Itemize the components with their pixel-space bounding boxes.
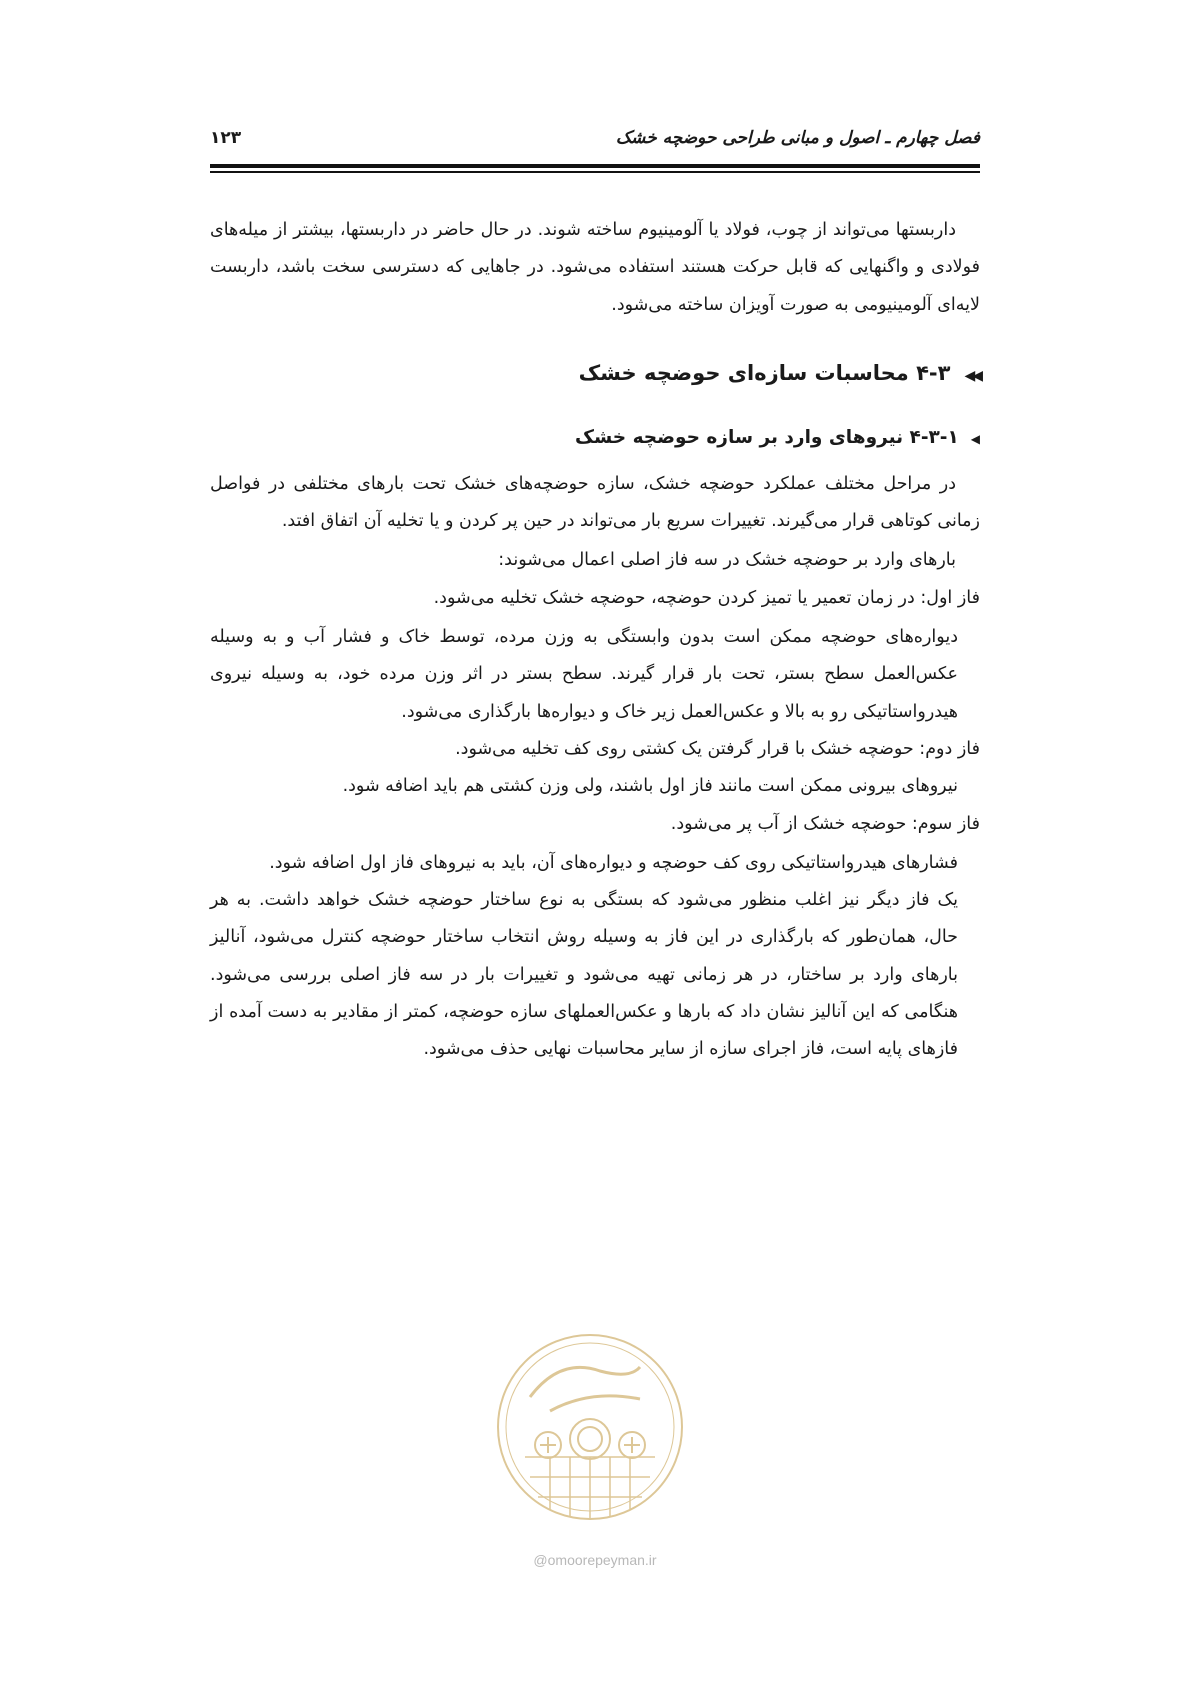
- watermark-url: [495, 1552, 695, 1568]
- section-heading-text: ۴-۳ محاسبات سازه‌ای حوضچه خشک: [578, 360, 951, 385]
- phase-1-detail: دیواره‌های حوضچه ممکن است بدون وابستگی به وزن مرده، توسط خاک و فشار آب و به وسیله عکس‌العمل سطح بستر، تحت بار قرار گیرند. سطح بستر در اثر وزن مرده خود، به وسیله نیروی هیدرواستاتیکی رو به بالا و عکس‌العمل زیر خاک و دیواره‌ها بارگذاری می‌شود.: [210, 627, 958, 722]
- header-rule-thin: [210, 171, 980, 173]
- header-rule-thick: [210, 164, 980, 168]
- main-content: [210, 212, 980, 1069]
- subsection-heading: [210, 423, 980, 454]
- paragraph-loads-intro: در مراحل مختلف عملکرد حوضچه خشک، سازه حوضچه‌های خشک تحت بارهای مختلفی در فواصل زمانی کوتاهی قرار می‌گیرند. تغییرات سریع بار می‌تواند در حین پر کردن و یا تخلیه آن اتفاق افتد.: [210, 473, 980, 532]
- intro-paragraph: داربستها می‌تواند از چوب، فولاد یا آلومینیوم ساخته شوند. در حال حاضر در داربستها، بیشتر از میله‌های فولادی و واگنهایی که قابل حرکت هستند استفاده می‌شود. در جاهایی که دسترسی سخت باشد، داربست لایه‌ای آلومینیومی به صورت آویزان ساخته می‌شود.: [210, 220, 980, 315]
- phase-2-detail: نیروهای بیرونی ممکن است مانند فاز اول باشند، ولی وزن کشتی هم باید اضافه شود.: [342, 776, 958, 797]
- phase-3-detail: فشارهای هیدرواستاتیکی روی کف حوضچه و دیواره‌های آن، باید به نیروهای فاز اول اضافه شود.: [269, 852, 958, 873]
- chapter-title: فصل چهارم ـ اصول و مبانی طراحی حوضچه خشک: [615, 128, 980, 148]
- running-header: [210, 128, 980, 158]
- paragraph-three-phases: بارهای وارد بر حوضچه خشک در سه فاز اصلی اعمال می‌شوند:: [498, 550, 956, 571]
- watermark-url-text: omoorepeyman.ir: [547, 1552, 657, 1568]
- closing-paragraph: یک فاز دیگر نیز اغلب منظور می‌شود که بستگی به نوع ساختار حوضچه خشک خواهد داشت. به هر حال، همان‌طور که بارگذاری در این فاز به وسیله روش انتخاب ساختار حوضچه کنترل می‌شود، آنالیز بارهای وارد بر ساختار، در هر زمانی تهیه می‌شود و تغییرات بار در سه فاز اصلی بررسی می‌شود. هنگامی که این آنالیز نشان داد که بارها و عکس‌العملهای سازه حوضچه، کمتر از مقادیر به دست آمده از فازهای پایه است، فاز اجرای سازه از سایر محاسبات نهایی حذف می‌شود.: [210, 890, 958, 1060]
- subsection-heading-text: ۴-۳-۱ نیروهای وارد بر سازه حوضچه خشک: [575, 426, 959, 448]
- at-icon: @: [533, 1552, 548, 1568]
- double-triangle-icon: ◀◀: [964, 367, 980, 384]
- page-number: ۱۲۳: [210, 128, 242, 148]
- phase-1-line: فاز اول: در زمان تعمیر یا تمیز کردن حوضچه، حوضچه خشک تخلیه می‌شود.: [433, 587, 980, 608]
- phase-3-line: فاز سوم: حوضچه خشک از آب پر می‌شود.: [670, 813, 980, 834]
- watermark-seal-logo: [490, 1327, 690, 1527]
- phase-2-line: فاز دوم: حوضچه خشک با قرار گرفتن یک کشتی روی کف تخلیه می‌شود.: [455, 738, 980, 759]
- triangle-icon: ◀: [970, 431, 980, 446]
- section-heading: [210, 358, 980, 391]
